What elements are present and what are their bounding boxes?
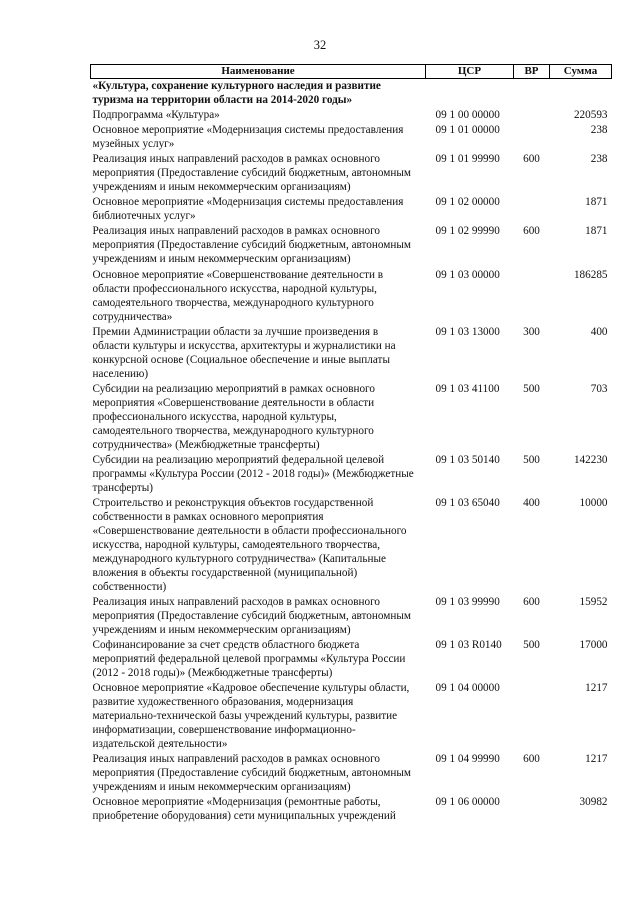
row-code: 09 1 03 00000: [435, 268, 500, 281]
table-row: [91, 79, 612, 109]
table-row: [91, 382, 612, 453]
table-row: [91, 795, 612, 824]
row-code: 09 1 06 00000: [435, 796, 500, 809]
row-name: Субсидии на реализацию мероприятий федеральной целевой программы «Культура России (2012 - 2018 годы)» (Межбюджетные трансферты): [92, 453, 414, 494]
row-code: 09 1 03 41100: [435, 382, 500, 395]
row-code: 09 1 01 99990: [435, 153, 500, 166]
row-sum: 703: [590, 382, 608, 395]
row-name: Реализация иных направлений расходов в рамках основного мероприятия (Предоставление субсидий бюджетным, автономным учреждениям и иным некоммерческим организациям): [92, 753, 411, 794]
table-row: [91, 152, 612, 195]
row-vr: 600: [523, 753, 540, 766]
row-sum: 1871: [585, 196, 608, 209]
row-vr: 500: [523, 382, 540, 395]
row-name: Премии Администрации области за лучшие произведения в области культуры и искусства, архитектуры и журналистики на конкурсной основе (Социальное обеспечение и иные выплаты населению): [92, 325, 396, 380]
row-vr: 600: [523, 225, 540, 238]
table-row: [91, 496, 612, 595]
table-header-row: [91, 65, 612, 79]
row-code: 09 1 03 13000: [435, 325, 500, 338]
row-code: 09 1 02 99990: [435, 225, 500, 238]
page-number: 32: [313, 38, 327, 52]
row-code: 09 1 02 00000: [435, 196, 500, 209]
row-name: Основное мероприятие «Кадровое обеспечение культуры области, развитие художественного образования, модернизация материально-технической базы учреждений культуры, развитие информатизации, совершенствование информационно-издательской деятельности»: [92, 682, 410, 751]
row-sum: 1871: [585, 225, 608, 238]
row-sum: 15952: [579, 596, 608, 609]
row-sum: 1217: [585, 753, 608, 766]
row-sum: 220593: [573, 109, 608, 122]
row-sum: 10000: [579, 496, 608, 509]
table-row: [91, 752, 612, 795]
table-row: [91, 638, 612, 681]
table-row: [91, 195, 612, 224]
row-vr: [514, 123, 550, 152]
row-sum: 30982: [579, 796, 608, 809]
row-code: 09 1 03 50140: [435, 453, 500, 466]
table-row: [91, 268, 612, 325]
row-name: Субсидии на реализацию мероприятий в рамках основного мероприятия «Совершенствование деятельности в области профессионального искусства, народной культуры, самодеятельного творчества, международного культурного сотрудничества» (Межбюджетные трансферты): [92, 382, 375, 451]
row-code: 09 1 03 65040: [435, 496, 500, 509]
row-name: «Культура, сохранение культурного наследия и развитие туризма на территории области на 2014-2020 годы»: [92, 80, 381, 106]
row-vr: 500: [523, 453, 540, 466]
table-row: [91, 325, 612, 382]
row-vr: [514, 108, 550, 123]
row-name: Основное мероприятие «Модернизация системы предоставления музейных услуг»: [92, 124, 404, 151]
budget-table: [90, 64, 612, 825]
row-name: Подпрограмма «Культура»: [92, 109, 220, 122]
row-code: 09 1 04 99990: [435, 753, 500, 766]
row-vr: 600: [523, 596, 540, 609]
row-name: Строительство и реконструкция объектов государственной собственности в рамках основного мероприятия «Совершенствование деятельности в области профессионального искусства, народной культуры, самодеятельного творчества, международного культурного сотрудничества» (Капитальные вложения в объекты государственной (муниципальной) собственности): [92, 496, 407, 593]
row-name: Софинансирование за счет средств областного бюджета мероприятий федеральной целевой программы «Культура России (2012 - 2018 годы)» (Межбюджетные трансферты): [92, 639, 406, 680]
row-sum: 238: [590, 153, 608, 166]
table-body: [91, 79, 612, 825]
row-vr: [514, 268, 550, 325]
table-row: [91, 681, 612, 752]
row-sum: 400: [590, 325, 608, 338]
row-vr: [514, 795, 550, 824]
table-row: [91, 453, 612, 496]
row-code: 09 1 03 R0140: [435, 639, 502, 652]
row-name: Реализация иных направлений расходов в рамках основного мероприятия (Предоставление субсидий бюджетным, автономным учреждениям и иным некоммерческим организациям): [92, 225, 411, 266]
row-name: Реализация иных направлений расходов в рамках основного мероприятия (Предоставление субсидий бюджетным, автономным учреждениям и иным некоммерческим организациям): [92, 596, 411, 637]
row-name: Основное мероприятие «Модернизация (ремонтные работы, приобретение оборудования) сети муниципальных учреждений: [92, 796, 396, 823]
row-vr: [514, 79, 550, 109]
header-code: ЦСР: [426, 65, 514, 79]
header-sum: Сумма: [550, 65, 612, 79]
table-row: [91, 595, 612, 638]
row-sum: [550, 79, 612, 109]
row-code: [426, 79, 514, 109]
row-vr: 300: [523, 325, 540, 338]
table-row: [91, 123, 612, 152]
row-vr: [514, 195, 550, 224]
header-name: Наименование: [91, 65, 426, 79]
row-code: 09 1 00 00000: [435, 109, 500, 122]
row-sum: 17000: [579, 639, 608, 652]
row-name: Основное мероприятие «Модернизация системы предоставления библиотечных услуг»: [92, 196, 404, 223]
row-sum: 1217: [585, 682, 608, 695]
row-vr: 600: [523, 153, 540, 166]
row-vr: [514, 681, 550, 752]
row-vr: 400: [523, 496, 540, 509]
row-vr: 500: [523, 639, 540, 652]
row-sum: 238: [590, 124, 608, 137]
table-row: [91, 224, 612, 267]
table-row: [91, 108, 612, 123]
header-vr: ВР: [514, 65, 550, 79]
row-sum: 186285: [573, 268, 608, 281]
row-sum: 142230: [573, 453, 608, 466]
row-name: Реализация иных направлений расходов в рамках основного мероприятия (Предоставление субсидий бюджетным, автономным учреждениям и иным некоммерческим организациям): [92, 153, 411, 194]
row-name: Основное мероприятие «Совершенствование деятельности в области профессионального искусства, народной культуры, самодеятельного творчества, международного культурного сотрудничества»: [92, 268, 384, 323]
row-code: 09 1 03 99990: [435, 596, 500, 609]
row-code: 09 1 04 00000: [435, 682, 500, 695]
row-code: 09 1 01 00000: [435, 124, 500, 137]
